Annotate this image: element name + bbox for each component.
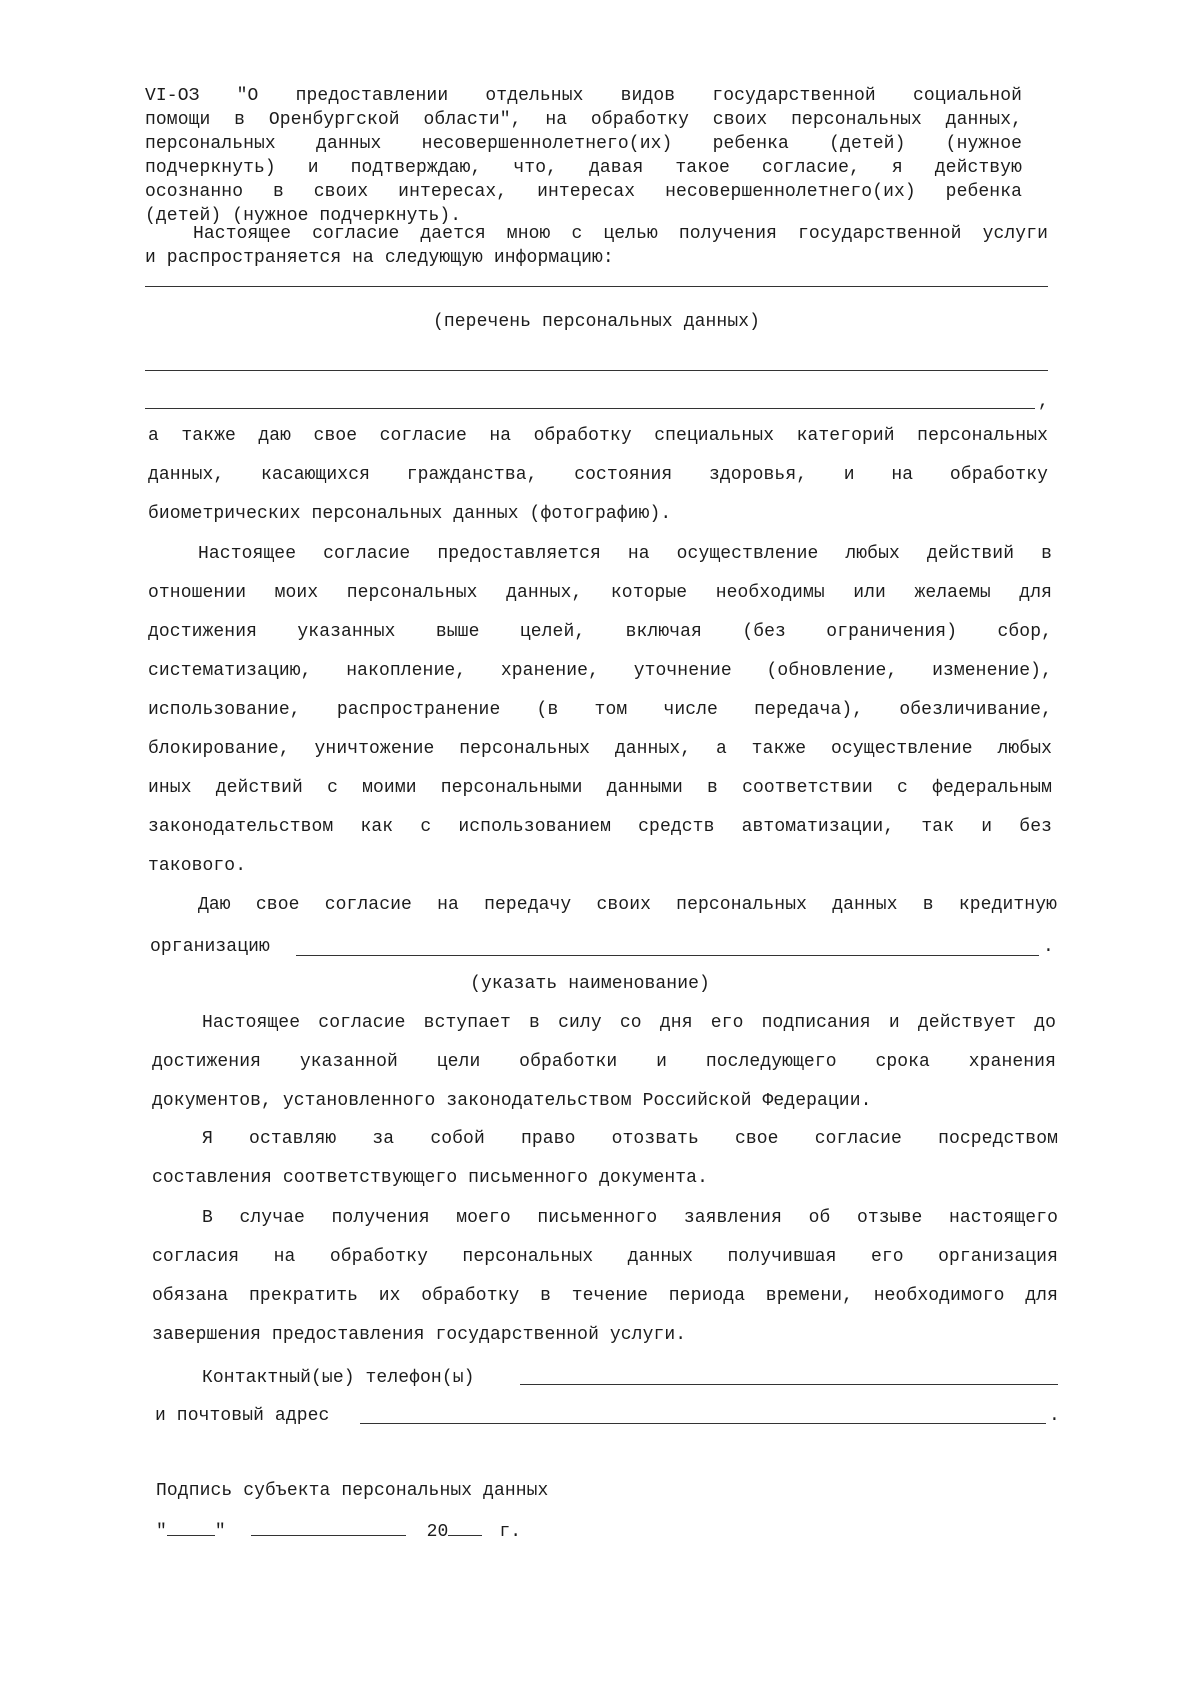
withdrawal-line: завершения предоставления государственной услуги.: [152, 1325, 687, 1345]
signature-date-row: [156, 1517, 521, 1544]
withdrawal-line: В случае получения моего письменного заявления об отзыве настоящего: [202, 1208, 1058, 1228]
date-close-quote: ": [214, 1522, 226, 1542]
address-label: и почтовый адрес: [155, 1406, 330, 1426]
validity-line: Настоящее согласие вступает в силу со дня его подписания и действует до: [202, 1013, 1056, 1033]
transfer-paragraph: [148, 886, 1057, 925]
actions-line: блокирование, уничтожение персональных данных, а также осуществление любых: [148, 739, 1052, 759]
date-open-quote: ": [156, 1522, 167, 1542]
special-line: данных, касающихся гражданства, состояния здоровья, и на обработку: [148, 465, 1048, 485]
intro-line: VI-ОЗ "О предоставлении отдельных видов государственной социальной: [145, 86, 1022, 106]
actions-line: достижения указанных выше целей, включая (без ограничения) сбор,: [148, 622, 1052, 642]
intro-line: подчеркнуть) и подтверждаю, что, давая такое согласие, я действую: [145, 158, 1022, 178]
organization-label: организацию: [150, 937, 270, 957]
transfer-line: Даю свое согласие на передачу своих персональных данных в кредитную: [198, 895, 1057, 915]
intro-line: помощи в Оренбургской области", на обработку своих персональных данных,: [145, 110, 1022, 130]
address-field[interactable]: [360, 1423, 1046, 1424]
revoke-line: составления соответствующего письменного документа.: [152, 1168, 708, 1188]
personal-data-line[interactable]: [145, 408, 1035, 409]
signature-label: Подпись субъекта персональных данных: [156, 1481, 549, 1501]
address-end-period: .: [1049, 1406, 1060, 1426]
revoke-line: Я оставляю за собой право отозвать свое согласие посредством: [202, 1129, 1058, 1149]
intro-line: (детей) (нужное подчеркнуть).: [145, 206, 462, 226]
intro-line: осознанно в своих интересах, интересах несовершеннолетнего(их) ребенка: [145, 182, 1022, 202]
purpose-line: Настоящее согласие дается мною с целью получения государственной услуги: [193, 224, 1048, 244]
personal-data-list-comma: ,: [1038, 392, 1049, 412]
date-year-prefix: 20: [426, 1522, 449, 1542]
actions-line: законодательством как с использованием средств автоматизации, так и без: [148, 817, 1052, 837]
date-year-field[interactable]: [448, 1517, 482, 1536]
organization-end-period: .: [1043, 937, 1054, 957]
processing-actions-paragraph: [148, 535, 1052, 886]
validity-line: документов, установленного законодательством Российской Федерации.: [152, 1091, 872, 1111]
actions-line: Настоящее согласие предоставляется на осуществление любых действий в: [198, 544, 1052, 564]
personal-data-line[interactable]: [145, 370, 1048, 371]
validity-line: достижения указанной цели обработки и последующего срока хранения: [152, 1052, 1056, 1072]
date-month-field[interactable]: [251, 1517, 406, 1536]
purpose-paragraph: [145, 222, 1048, 270]
special-categories-paragraph: [148, 417, 1048, 534]
withdrawal-line: согласия на обработку персональных данных получившая его организация: [152, 1247, 1058, 1267]
withdrawal-paragraph: [152, 1199, 1058, 1355]
organization-caption: (указать наименование): [470, 974, 710, 994]
actions-line: использование, распространение (в том числе передача), обезличивание,: [148, 700, 1052, 720]
date-day-field[interactable]: [167, 1517, 215, 1536]
intro-line: персональных данных несовершеннолетнего(их) ребенка (детей) (нужное: [145, 134, 1022, 154]
purpose-line: и распространяется на следующую информацию:: [145, 248, 614, 268]
actions-line: такового.: [148, 856, 247, 876]
actions-line: систематизацию, накопление, хранение, уточнение (обновление, изменение),: [148, 661, 1052, 681]
actions-line: отношении моих персональных данных, которые необходимы или желаемы для: [148, 583, 1052, 603]
special-line: биометрических персональных данных (фотографию).: [148, 504, 672, 524]
intro-paragraph: [145, 84, 1022, 228]
revoke-paragraph: [152, 1120, 1058, 1198]
date-year-suffix: г.: [499, 1522, 522, 1542]
personal-data-caption: (перечень персональных данных): [432, 312, 761, 332]
special-line: а также даю свое согласие на обработку специальных категорий персональных: [148, 426, 1048, 446]
withdrawal-line: обязана прекратить их обработку в течение периода времени, необходимого для: [152, 1286, 1058, 1306]
organization-name-field[interactable]: [296, 955, 1039, 956]
actions-line: иных действий с моими персональными данными в соответствии с федеральным: [148, 778, 1052, 798]
validity-paragraph: [152, 1004, 1056, 1121]
phone-field[interactable]: [520, 1384, 1058, 1385]
phone-label: Контактный(ые) телефон(ы): [202, 1368, 475, 1388]
personal-data-line[interactable]: [145, 286, 1048, 287]
